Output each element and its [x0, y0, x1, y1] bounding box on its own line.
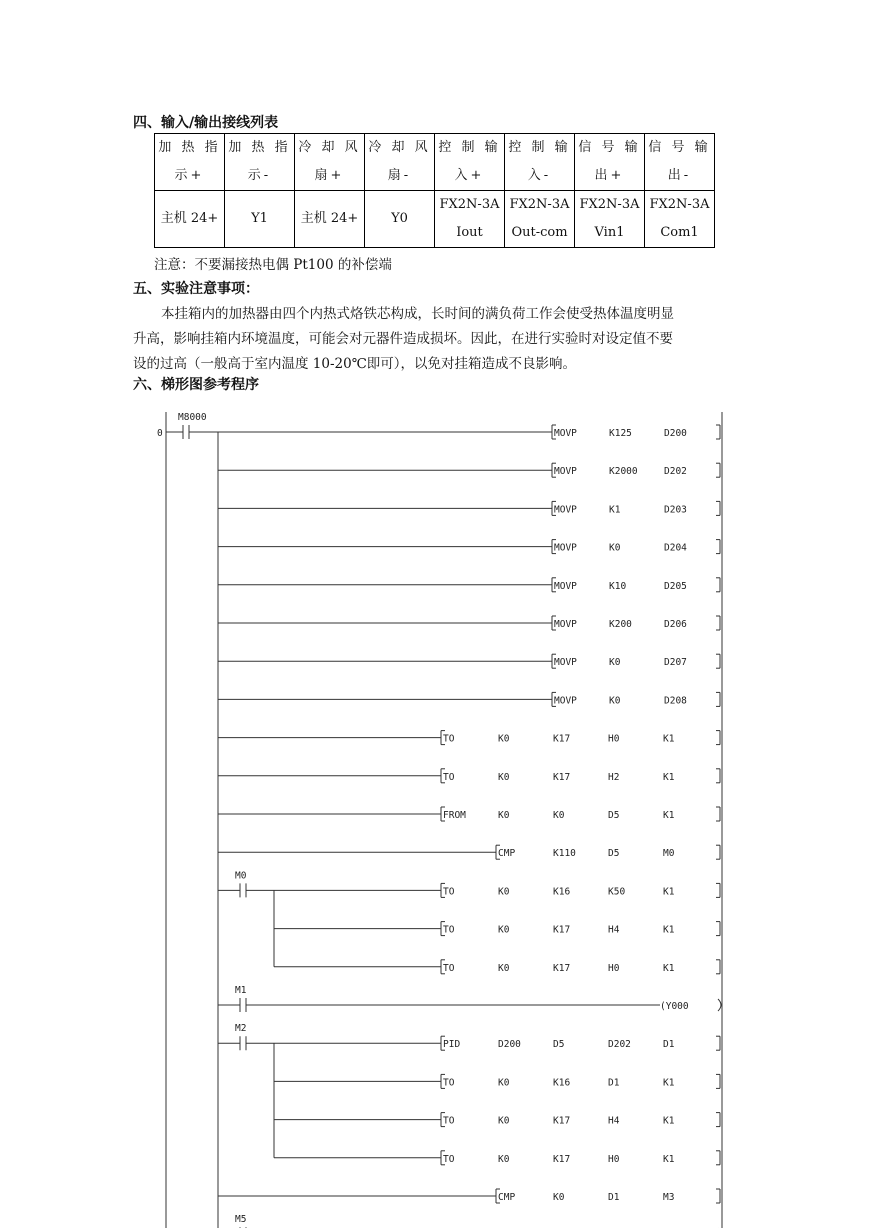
instruction-operand: K0	[609, 657, 621, 669]
instruction-operand: D200	[664, 428, 687, 439]
instruction-operand: D203	[664, 504, 687, 516]
instruction-operand: K17	[553, 733, 571, 745]
instruction-operand: K0	[498, 962, 510, 974]
contact-label: M5	[235, 1214, 247, 1226]
table-cell: FX2N-3A Com1	[645, 191, 715, 248]
instruction-operand: H0	[608, 733, 620, 745]
table-header-cell: 冷 却 风 扇+	[295, 134, 365, 191]
instruction-mnemonic: TO	[443, 733, 455, 745]
instruction-operand: K10	[609, 580, 627, 592]
instruction-operand: K0	[498, 810, 510, 821]
contact-label: M8000	[178, 412, 207, 423]
instruction-operand: D202	[608, 1039, 631, 1051]
paragraph-line: 升高，影响挂箱内环境温度，可能会对元器件造成损坏。因此，在进行实验时对设定值不要	[133, 331, 673, 347]
instruction-operand: K0	[609, 542, 621, 554]
instruction-operand: D1	[663, 1039, 675, 1051]
instruction-operand: K17	[553, 1115, 571, 1127]
instruction-operand: D5	[608, 810, 620, 821]
table-header-cell: 加 热 指 示-	[225, 134, 295, 191]
section6-title: 六、梯形图参考程序	[133, 377, 259, 393]
table-cell: FX2N-3A Out-com	[505, 191, 575, 248]
instruction-operand: D202	[664, 466, 687, 478]
instruction-mnemonic: MOVP	[554, 657, 577, 669]
instruction-mnemonic: TO	[443, 962, 455, 974]
contact-label: M1	[235, 985, 247, 996]
instruction-mnemonic: TO	[443, 1115, 455, 1127]
instruction-mnemonic: TO	[443, 1077, 455, 1089]
table-header-cell: 信 号 输 出-	[645, 134, 715, 191]
table-cell: FX2N-3A Vin1	[575, 191, 645, 248]
table-header-cell: 控 制 输 入+	[435, 134, 505, 191]
instruction-operand: K50	[608, 886, 626, 898]
instruction-mnemonic: MOVP	[554, 504, 577, 516]
instruction-operand: K0	[498, 1115, 510, 1127]
instruction-operand: K1	[663, 924, 675, 936]
instruction-operand: K1	[663, 1077, 675, 1089]
instruction-operand: K1	[663, 886, 675, 898]
coil-close	[718, 999, 721, 1011]
instruction-operand: K0	[553, 1192, 565, 1203]
paragraph-line: 设的过高（一般高于室内温度 10-20℃即可），以免对挂箱造成不良影响。	[133, 356, 577, 372]
table-header-cell: 控 制 输 入-	[505, 134, 575, 191]
instruction-operand: K1	[609, 504, 621, 516]
instruction-operand: H0	[608, 962, 620, 974]
instruction-mnemonic: FROM	[443, 810, 466, 821]
instruction-operand: K0	[498, 886, 510, 898]
instruction-operand: D200	[498, 1039, 521, 1051]
instruction-operand: D1	[608, 1192, 620, 1203]
instruction-mnemonic: MOVP	[554, 542, 577, 554]
table-cell: Y0	[365, 191, 435, 248]
instruction-operand: K0	[498, 771, 510, 783]
instruction-operand: H0	[608, 1153, 620, 1165]
instruction-operand: K0	[498, 733, 510, 745]
contact-label: M0	[235, 870, 247, 882]
instruction-operand: H2	[608, 771, 620, 783]
instruction-operand: K0	[553, 810, 565, 821]
instruction-mnemonic: MOVP	[554, 466, 577, 478]
instruction-operand: H4	[608, 924, 620, 936]
instruction-operand: K1	[663, 1115, 675, 1127]
instruction-operand: D5	[553, 1039, 565, 1051]
table-cell: 主机 24+	[295, 191, 365, 248]
table-header-cell: 信 号 输 出+	[575, 134, 645, 191]
instruction-operand: M0	[663, 848, 675, 860]
instruction-operand: K125	[609, 428, 632, 439]
table-cell: Y1	[225, 191, 295, 248]
table-cell: FX2N-3A Iout	[435, 191, 505, 248]
instruction-operand: K17	[553, 962, 571, 974]
instruction-mnemonic: CMP	[498, 848, 516, 860]
instruction-operand: K0	[609, 695, 621, 707]
instruction-mnemonic: MOVP	[554, 695, 577, 707]
instruction-operand: K1	[663, 771, 675, 783]
instruction-operand: K16	[553, 886, 571, 898]
instruction-operand: D204	[664, 542, 687, 554]
instruction-operand: K17	[553, 1153, 571, 1165]
instruction-operand: D208	[664, 695, 687, 707]
instruction-mnemonic: MOVP	[554, 619, 577, 630]
table-note: 注意：不要漏接热电偶 Pt100 的补偿端	[154, 257, 392, 273]
instruction-mnemonic: TO	[443, 924, 455, 936]
instruction-mnemonic: CMP	[498, 1192, 516, 1203]
instruction-mnemonic: PID	[443, 1039, 461, 1051]
instruction-operand: K2000	[609, 466, 638, 478]
instruction-mnemonic: TO	[443, 771, 455, 783]
instruction-operand: D5	[608, 848, 620, 860]
instruction-operand: K0	[498, 924, 510, 936]
section4-title: 四、输入/输出接线列表	[133, 115, 279, 131]
instruction-mnemonic: TO	[443, 1153, 455, 1165]
paragraph-line: 本挂箱内的加热器由四个内热式烙铁芯构成，长时间的满负荷工作会使受热体温度明显	[161, 306, 674, 322]
table-header-cell: 冷 却 风 扇-	[365, 134, 435, 191]
instruction-operand: K110	[553, 848, 576, 860]
instruction-operand: K1	[663, 1153, 675, 1165]
instruction-operand: K0	[498, 1077, 510, 1089]
contact-label: M2	[235, 1023, 247, 1035]
table-cell: 主机 24+	[155, 191, 225, 248]
instruction-mnemonic: MOVP	[554, 580, 577, 592]
instruction-operand: K200	[609, 619, 632, 630]
coil-label: (Y000	[660, 1001, 689, 1012]
instruction-operand: D206	[664, 619, 687, 630]
instruction-operand: D1	[608, 1077, 620, 1089]
instruction-operand: M3	[663, 1192, 675, 1203]
instruction-operand: K17	[553, 771, 571, 783]
instruction-operand: H4	[608, 1115, 620, 1127]
instruction-operand: K1	[663, 733, 675, 745]
instruction-operand: K1	[663, 962, 675, 974]
instruction-mnemonic: MOVP	[554, 428, 577, 439]
instruction-operand: K1	[663, 810, 675, 821]
section5-title: 五、实验注意事项：	[133, 281, 259, 297]
instruction-mnemonic: TO	[443, 886, 455, 898]
table-header-cell: 加 热 指 示+	[155, 134, 225, 191]
instruction-operand: D207	[664, 657, 687, 669]
instruction-operand: K16	[553, 1077, 571, 1089]
instruction-operand: K17	[553, 924, 571, 936]
instruction-operand: D205	[664, 580, 687, 592]
instruction-operand: K0	[498, 1153, 510, 1165]
step-number: 0	[157, 428, 163, 439]
